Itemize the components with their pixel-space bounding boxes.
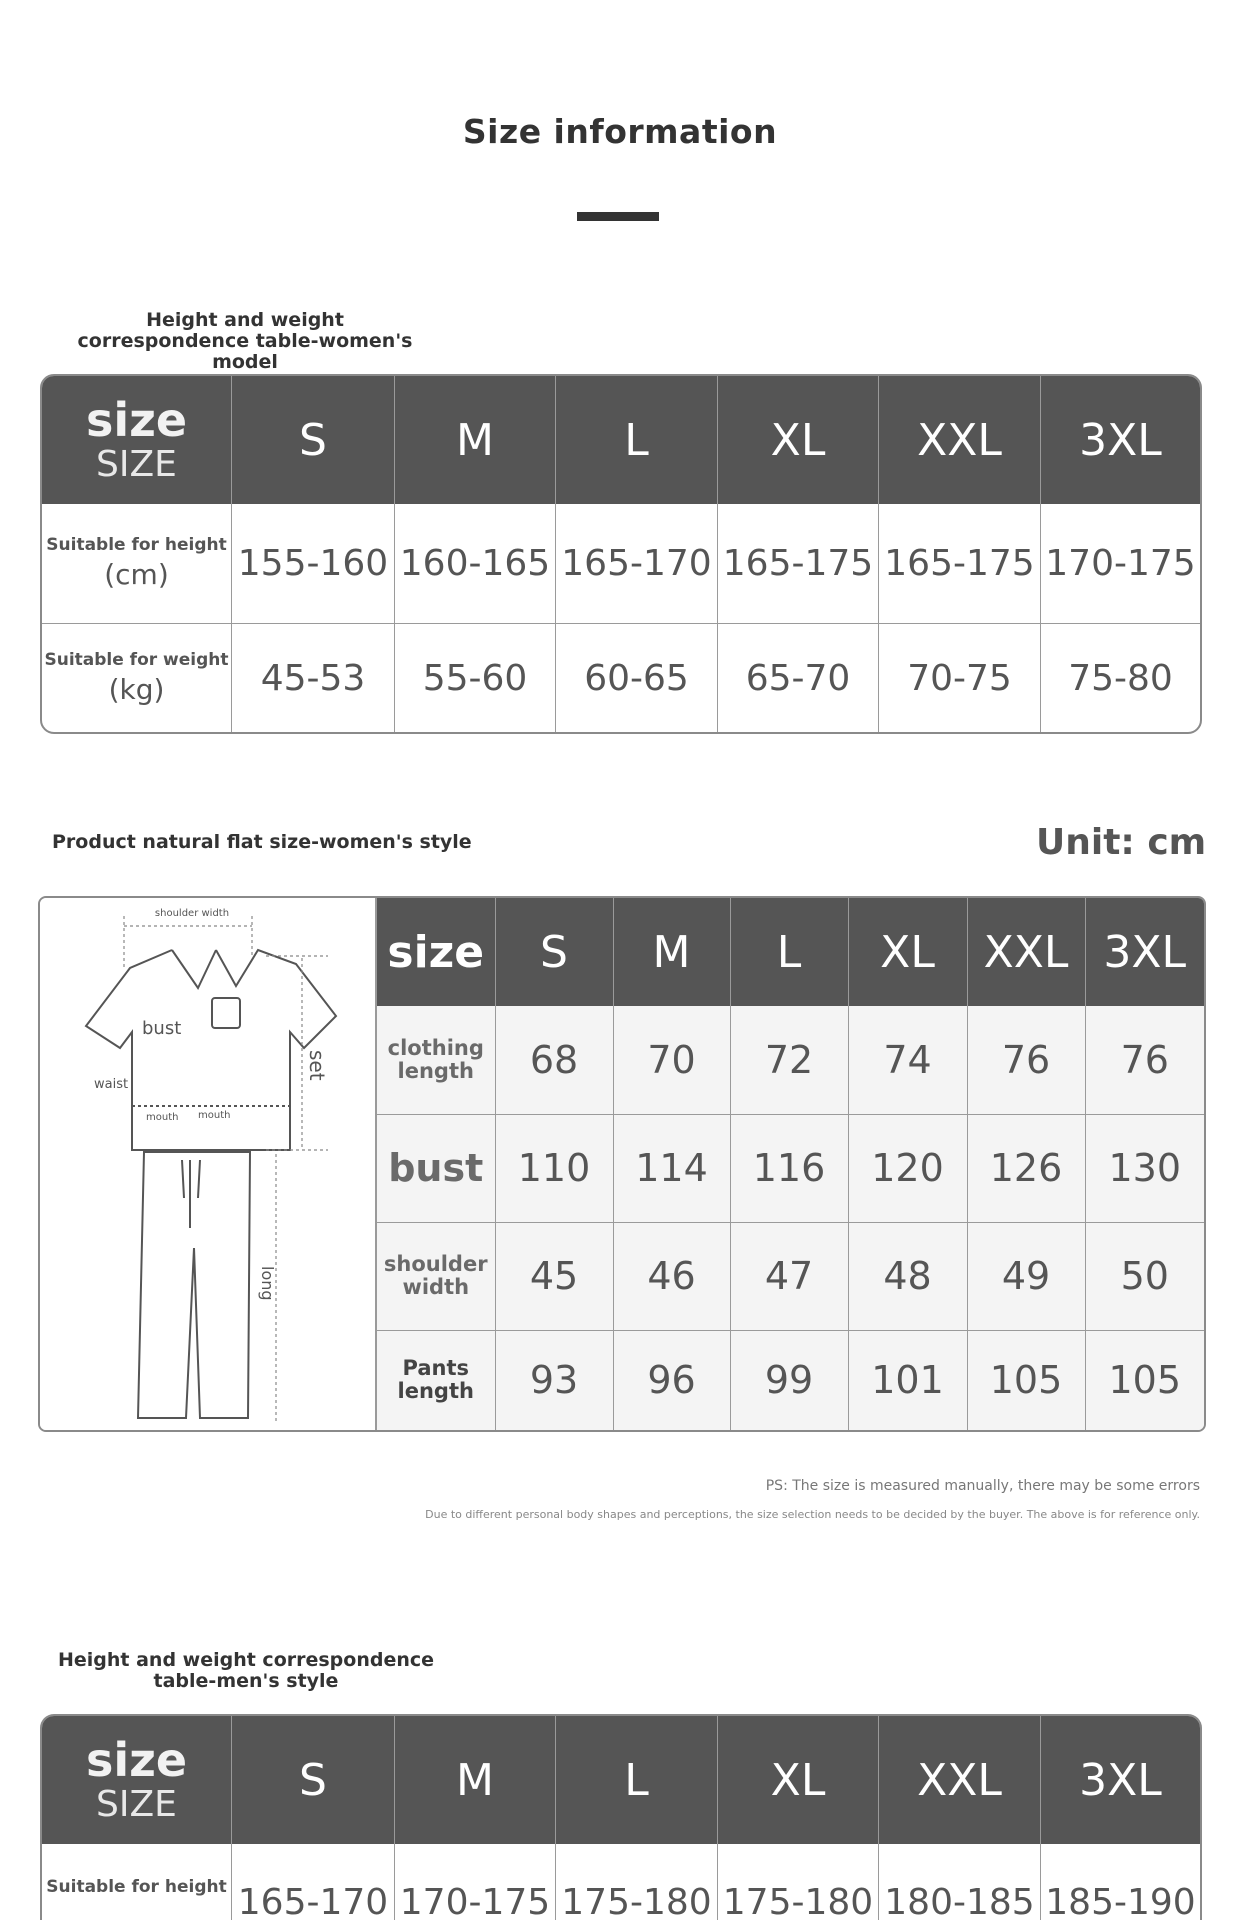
table-cell: 65-70 (718, 624, 879, 732)
size-col-xxl: XXL (967, 898, 1085, 1006)
size-col-m: M (395, 1716, 556, 1844)
size-col-xxl: XXL (879, 1716, 1041, 1844)
size-header-main: size (85, 393, 188, 447)
mouth-right-label: mouth (198, 1110, 231, 1121)
row-label-shoulder-width: shoulder width (377, 1222, 495, 1330)
table-cell: 130 (1085, 1114, 1204, 1222)
table-cell: 180-185 (879, 1844, 1041, 1920)
table-cell: 185-190 (1045, 1882, 1196, 1920)
title-divider (577, 212, 659, 221)
table-cell: 96 (613, 1330, 730, 1430)
size-header-sub: SIZE (96, 444, 177, 485)
table-row (377, 1006, 1204, 1114)
table-cell: 120 (848, 1114, 967, 1222)
size-header-sub: SIZE (96, 1784, 177, 1825)
measurement-note: PS: The size is measured manually, there may be some errors (765, 1478, 1200, 1494)
table-cell: 50 (1085, 1222, 1204, 1330)
table-cell: 101 (848, 1330, 967, 1430)
size-col-s: S (232, 376, 395, 504)
size-col-3xl: 3XL (1085, 898, 1204, 1006)
row-label-height (42, 504, 232, 624)
men-size-table (40, 1714, 1202, 1920)
row-label-unit: (cm) (104, 558, 169, 591)
women-table-caption: Height and weight correspondence table-women's model (77, 309, 413, 373)
product-size-panel (38, 896, 1206, 1432)
table-cell: 49 (967, 1222, 1085, 1330)
size-col-m: M (395, 376, 556, 504)
table-cell: 55-60 (395, 624, 556, 732)
size-col-l: L (730, 898, 848, 1006)
table-cell: 75-80 (1068, 657, 1173, 699)
row-label-text: Suitable for weight (44, 649, 229, 670)
table-cell: 170-175 (1041, 504, 1200, 624)
size-header-main: size (85, 1733, 188, 1787)
disclaimer-note: Due to different personal body shapes and perceptions, the size selection needs to be decided by the buyer. The above is for reference only. (425, 1508, 1200, 1521)
row-label-unit: (kg) (108, 672, 165, 706)
table-cell: 160-165 (395, 504, 556, 624)
shoulder-label: shoulder width (154, 908, 230, 919)
row-label-clothing-length: clothing length (377, 1006, 495, 1114)
size-col-m: M (613, 898, 730, 1006)
table-row (42, 1844, 1200, 1920)
table-row (42, 624, 1200, 732)
size-header-cell (42, 1716, 232, 1844)
waist-label: waist (94, 1077, 129, 1092)
row-label-height (42, 1844, 232, 1920)
table-cell: 116 (730, 1114, 848, 1222)
table-cell: 47 (730, 1222, 848, 1330)
table-cell: 76 (1085, 1006, 1204, 1114)
table-cell: 72 (730, 1006, 848, 1114)
table-cell: 165-170 (232, 1844, 395, 1920)
row-label-bust: bust (377, 1114, 495, 1222)
size-col-xl: XL (718, 376, 879, 504)
table-cell: 68 (495, 1006, 613, 1114)
table-cell: 45 (495, 1222, 613, 1330)
table-cell: 105 (967, 1330, 1085, 1430)
size-col-xl: XL (718, 1716, 879, 1844)
row-label-text: Suitable for height (46, 1877, 227, 1897)
long-label: long (258, 1266, 277, 1301)
mouth-left-label: mouth (146, 1112, 179, 1123)
size-header-cell (42, 376, 232, 504)
scrubs-outline-icon (40, 898, 377, 1430)
table-row (42, 504, 1200, 624)
bust-label: bust (142, 1018, 182, 1039)
table-cell: 165-175 (718, 504, 879, 624)
table-cell: 70 (613, 1006, 730, 1114)
size-header-cell: size (377, 898, 495, 1006)
women-size-table (40, 374, 1202, 734)
table-row (377, 1330, 1204, 1430)
table-cell: 175-180 (718, 1844, 879, 1920)
row-label-pants-length: Pants length (377, 1330, 495, 1430)
table-cell: 70-75 (879, 624, 1041, 732)
row-label-weight (42, 624, 232, 732)
size-col-3xl: 3XL (1041, 1716, 1200, 1844)
table-row (377, 1114, 1204, 1222)
table-cell: 126 (967, 1114, 1085, 1222)
table-cell: 170-175 (395, 1844, 556, 1920)
size-col-xl: XL (848, 898, 967, 1006)
table-cell: 114 (613, 1114, 730, 1222)
table-cell: 74 (848, 1006, 967, 1114)
garment-diagram (40, 898, 377, 1430)
page-title: Size information (462, 112, 778, 151)
table-cell: 93 (495, 1330, 613, 1430)
men-table-caption: Height and weight correspondence table-men's style (57, 1649, 435, 1692)
size-col-l: L (556, 376, 718, 504)
row-label-text: Suitable for height (46, 535, 227, 555)
table-cell: 110 (495, 1114, 613, 1222)
size-col-xxl: XXL (879, 376, 1041, 504)
size-col-l: L (556, 1716, 718, 1844)
table-cell: 45-53 (232, 624, 395, 732)
table-cell: 155-160 (232, 504, 395, 624)
set-label: set (305, 1050, 329, 1081)
table-cell: 99 (730, 1330, 848, 1430)
unit-label: Unit: cm (1036, 822, 1207, 863)
table-cell: 48 (848, 1222, 967, 1330)
table-row (377, 1222, 1204, 1330)
size-col-s: S (232, 1716, 395, 1844)
product-table-caption: Product natural flat size-women's style (52, 831, 472, 853)
table-cell: 165-175 (879, 504, 1041, 624)
table-cell: 165-170 (556, 504, 718, 624)
table-cell: 76 (967, 1006, 1085, 1114)
product-size-table (377, 898, 1204, 1430)
table-cell: 175-180 (556, 1844, 718, 1920)
size-col-s: S (495, 898, 613, 1006)
table-cell: 60-65 (556, 624, 718, 732)
size-col-3xl: 3XL (1041, 376, 1200, 504)
table-cell: 46 (613, 1222, 730, 1330)
table-cell: 105 (1085, 1330, 1204, 1430)
